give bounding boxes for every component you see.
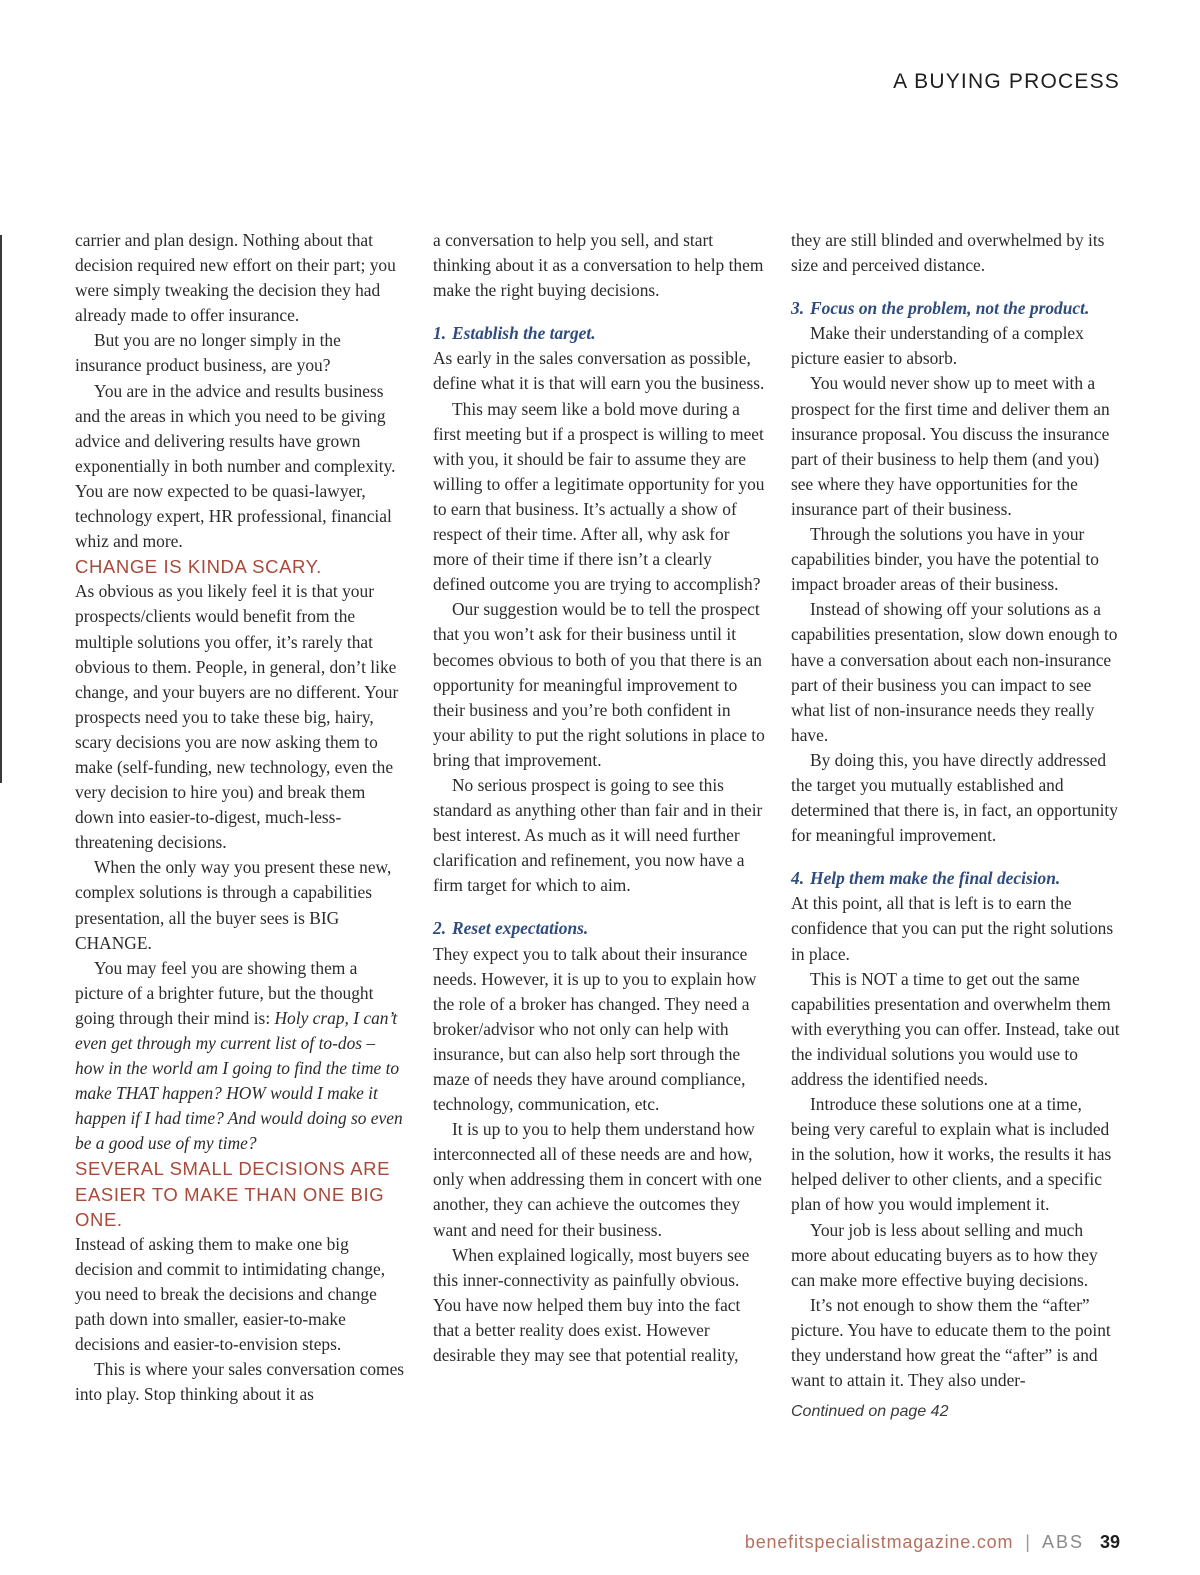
paragraph: By doing this, you have directly addressed the target you mutually established and determined that there is, in fact, an opportunity for meaningful improvement. (791, 749, 1118, 846)
step-number: 2. (433, 918, 447, 939)
paragraph: This is NOT a time to get out the same capabilities presentation and overwhelm them with everything you can offer. Instead, take out the individual solutions you would use to address the identified needs. (791, 968, 1120, 1089)
page-footer (745, 1532, 1120, 1553)
paragraph: No serious prospect is going to see this standard as anything other than fair and in their best interest. As much as it will need further clarification and refinement, you now have a firm target for which to aim. (433, 774, 763, 896)
continued-note: Continued on page 42 (791, 1403, 949, 1421)
column-3 (791, 228, 1123, 1424)
column-1 (75, 228, 407, 1407)
step-heading (433, 916, 765, 941)
footer-separator: | (1025, 1532, 1030, 1552)
paragraph: It’s not enough to show them the “after” picture. You have to educate them to the point they understand how great the “after” is and want to attain it. They also under- (791, 1294, 1111, 1391)
paragraph: Introduce these solutions one at a time, being very careful to explain what is included in the solution, how it works, the results it has helped deliver to other clients, and a specific plan of how you would implement it. (791, 1094, 1112, 1215)
paragraph: As early in the sales conversation as possible, define what it is that will earn you the business. (433, 348, 765, 394)
step-title: Focus on the problem, not the product. (810, 298, 1090, 319)
paragraph: carrier and plan design. Nothing about that decision required new effort on their part; you were simply tweaking the decision they had already made to offer insurance. (75, 230, 396, 326)
paragraph: Our suggestion would be to tell the prospect that you won’t ask for their business until it becomes obvious to both of you that there is an opportunity for meaningful improvement to their business and you’re both confident in your ability to put the right solutions in place to bring that improvement. (433, 599, 765, 770)
paragraph: Your job is less about selling and much more about educating buyers as to how they can make more effective buying decisions. (791, 1219, 1098, 1290)
step-heading (791, 866, 1123, 891)
paragraph: Make their understanding of a complex picture easier to absorb. (791, 323, 1084, 369)
paragraph: This may seem like a bold move during a first meeting but if a prospect is willing to meet with you, it should be fair to assume they are willing to offer a legitimate opportunity for you to earn that business. It’s actually a show of respect of their time. After all, why ask for more of their time if there isn’t a clearly defined outcome you are trying to accomplish? (433, 398, 765, 595)
subheading: CHANGE IS KINDA SCARY. (75, 556, 322, 578)
paragraph-text: You may feel you are showing them a picture of a brighter future, but the thought going through their mind is: (75, 957, 374, 1028)
paragraph: they are still blinded and overwhelmed by its size and perceived distance. (791, 230, 1105, 276)
paragraph (75, 956, 407, 1157)
paragraph: When the only way you present these new, complex solutions is through a capabilities presentation, all the buyer sees is BIG CHANGE. (75, 857, 392, 953)
column-2 (433, 228, 765, 1368)
paragraph: a conversation to help you sell, and start thinking about it as a conversation to help them make the right buying decisions. (433, 230, 764, 301)
paragraph: Instead of showing off your solutions as a capabilities presentation, slow down enough to have a conversation about each non-insurance part of their business you can impact to see what list of non-insurance needs they really have. (791, 599, 1118, 745)
paragraph: But you are no longer simply in the insurance product business, are you? (75, 330, 341, 376)
step-title: Reset expectations. (452, 918, 589, 939)
paragraph: They expect you to talk about their insurance needs. However, it is up to you to explain how the role of a broker has changed. They need a broker/advisor who not only can help with insurance, but can also help sort through the maze of needs they have around compliance, technology, communication, etc. (433, 943, 757, 1115)
step-number: 4. (791, 868, 805, 889)
paragraph: This is where your sales conversation comes into play. Stop thinking about it as (75, 1359, 405, 1405)
paragraph: When explained logically, most buyers see this inner-connectivity as painfully obvious. You have now helped them buy into the fact that a better reality does exist. However desirable they may see that potential reality, (433, 1244, 750, 1366)
paragraph: You are in the advice and results business and the areas in which you need to be giving advice and delivering results have grown exponentially in both number and complexity. You are now expected to be quasi-lawyer, technology expert, HR professional, financial whiz and more. (75, 380, 396, 552)
paragraph: At this point, all that is left is to earn the confidence that you can put the right solutions in place. (791, 893, 1114, 964)
page-number: 39 (1099, 1532, 1120, 1552)
subheading: SEVERAL SMALL DECISIONS ARE EASIER TO MAKE THAN ONE BIG ONE. (75, 1158, 391, 1230)
paragraph: It is up to you to help them understand how interconnected all of these needs are and how, only when addressing them in concert with one another, they can achieve the outcomes they want and need for their business. (433, 1119, 762, 1240)
section-header: A BUYING PROCESS (893, 70, 1120, 93)
publication-name: ABS (1041, 1532, 1084, 1552)
step-heading (433, 321, 765, 346)
paragraph: Through the solutions you have in your capabilities binder, you have the potential to impact broader areas of their business. (791, 524, 1099, 595)
step-title: Establish the target. (452, 323, 596, 344)
paragraph: As obvious as you likely feel it is that your prospects/clients would benefit from the multiple solutions you offer, it’s rarely that obvious to them. People, in general, don’t like change, and your buyers are no different. Your prospects need you to take these big, hairy, scary decisions you are now asking them to make (self-funding, new technology, even the very decision to hire you) and break them down into easier-to-digest, much-less-threatening decisions. (75, 581, 399, 853)
website-link[interactable]: benefitspecialistmagazine.com (744, 1532, 1014, 1552)
step-number: 3. (791, 298, 805, 319)
paragraph: Instead of asking them to make one big decision and commit to intimidating change, you need to break the decisions and change path down into smaller, easier-to-make decisions and easier-to-envision steps. (75, 1233, 386, 1355)
margin-rule (0, 235, 2, 783)
step-heading (791, 296, 1123, 321)
step-title: Help them make the final decision. (810, 868, 1061, 889)
italic-quote: Holy crap, I can’t even get through my current list of to-dos – how in the world am I going to find the time to make THAT happen? HOW would I make it happen if I had time? And would doing so even be a good use of my time? (75, 1007, 403, 1154)
step-number: 1. (433, 323, 447, 344)
paragraph: You would never show up to meet with a prospect for the first time and deliver them an insurance proposal. You discuss the insurance part of their business to help them (and you) see where they have opportunities for the insurance part of their business. (791, 373, 1110, 519)
